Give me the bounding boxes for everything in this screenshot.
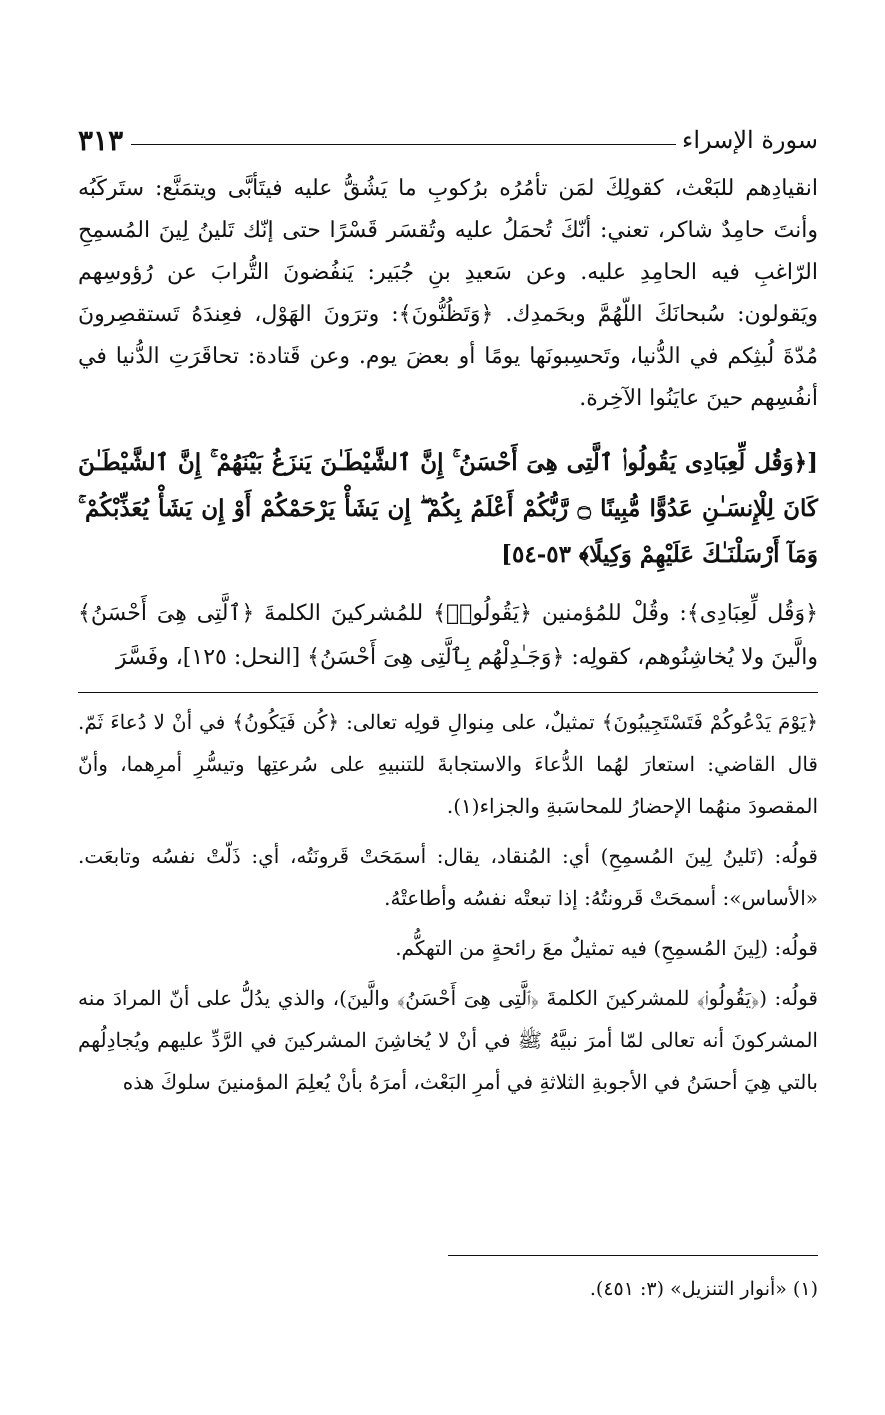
quran-verse-block: [﴿وَقُل لِّعِبَادِى يَقُولُوا۟ ٱلَّتِى هِىَ أَحْسَنُ ۚ إِنَّ ٱلشَّيْطَـٰنَ يَنزَغُ بَيْنَهُمْ ۚ إِنَّ ٱلشَّيْطَـٰنَ كَانَ لِلْإِنسَـٰنِ عَدُوًّا مُّبِينًا ۝ رَّبُّكُمْ أَعْلَمُ بِكُمْ ۖ إِن يَشَأْ يَرْحَمْكُمْ أَوْ إِن يَشَأْ يُعَذِّبْكُمْ ۚ وَمَآ أَرْسَلْنَـٰكَ عَلَيْهِمْ وَكِيلًا﴾ ٥٣-٥٤] — [78, 449, 818, 568]
main-paragraph: انقيادِهم للبَعْث، كقولِكَ لمَن تأمُرُه برُكوبِ ما يَشُقُّ عليه فيتَأبَّى ويتمَنَّع: ستَركَبُه وأنتَ حامِدٌ شاكر، تعني: أنّكَ تُحمَلُ عليه وتُقسَر قَسْرًا حتى إنّك تَلينُ لِينَ المُسمِحِ الرّاغبِ فيه الحامِدِ عليه. وعن سَعيدِ بنِ جُبَير: يَنفُضونَ التُّرابَ عن رُؤوسِهم ويَقولون: سُبحانَكَ اللّهُمَّ وبحَمدِك. ﴿وَتَظُنُّونَ﴾: وترَونَ الهَوْل، فعِندَهُ تَستقصِرونَ مُدّةَ لُبثِكم في الدُّنيا، وتَحسِبونَها يومًا أو بعضَ يوم. وعن قَتادة: تحاقَرَتِ الدُّنيا في أنفُسِهم حينَ عايَنُوا الآخِرة. — [78, 176, 818, 411]
footnote-rule — [448, 1255, 818, 1256]
surah-title: سورة الإسراء — [682, 126, 818, 154]
commentary-paragraph: ﴿وَقُل لِّعِبَادِى﴾: وقُلْ للمُؤمنين ﴿يَقُولُوا۟﴾ للمُشركينَ الكلمةَ ﴿ٱلَّتِى هِىَ أَحْسَنُ﴾ والَّينَ ولا يُخاشِنُوهم، كقولِه: ﴿وَجَـٰدِلْهُم بِٱلَّتِى هِىَ أَحْسَنُ﴾ [النحل: ١٢٥]، وفَسَّرَ — [78, 601, 818, 670]
page — [78, 118, 818, 1111]
gloss-paragraph-1: ﴿يَوْمَ يَدْعُوكُمْ فَتَسْتَجِيبُونَ﴾ تمثيلٌ، على مِنوالِ قولِه تعالى: ﴿كُن فَيَكُونُ﴾ في أنْ لا دُعاءَ ثَمّ. قال القاضي: استعارَ لهُما الدُّعاءَ والاستجابةَ للتنبيهِ على سُرعتِها وتيسُّرِ أمرِهما، وأنّ المقصودَ منهُما الإحضارُ للمحاسَبةِ والجزاء(١). — [78, 710, 818, 818]
gloss-paragraph-3: قولُه: (لِينَ المُسمِحِ) فيه تمثيلٌ معَ رائحةٍ من التهكُّم. — [395, 936, 818, 960]
page-number: ٣١٣ — [78, 123, 124, 157]
gloss-paragraph-2: قولُه: (تَلينُ لِينَ المُسمِحِ) أي: المُنقاد، يقال: أسمَحَتْ قَرونَتُه، أي: ذَلّتْ نفسُه وتابعَت. «الأساس»: أسمحَتْ قَرونتُهُ: إذا تبعتْه نفسُه وأطاعتْهُ. — [78, 844, 818, 910]
page-header — [78, 118, 818, 162]
header-rule — [131, 144, 676, 145]
section-separator — [78, 692, 818, 693]
footnote: (١) «أنوار التنزيل» (٣: ٤٥١). — [589, 1278, 818, 1300]
gloss-paragraph-4: قولُه: (﴿يَقُولُوا۟﴾ للمشركينَ الكلمةَ ﴿ٱلَّتِى هِىَ أَحْسَنُ﴾ والَّينَ)، والذي يدُلُّ على أنّ المرادَ منه المشركونَ أنه تعالى لمّا أمرَ نبيَّهُ ﷺ في أنْ لا يُخاشِنَ المشركينَ في الرَّدِّ عليهم ويُجادِلُهم بالتي هِيَ أحسَنُ في الأجوبةِ الثلاثةِ في أمرِ البَعْث، أمرَهُ بأنْ يُعلِمَ المؤمنينَ سلوكَ هذه — [78, 986, 818, 1094]
